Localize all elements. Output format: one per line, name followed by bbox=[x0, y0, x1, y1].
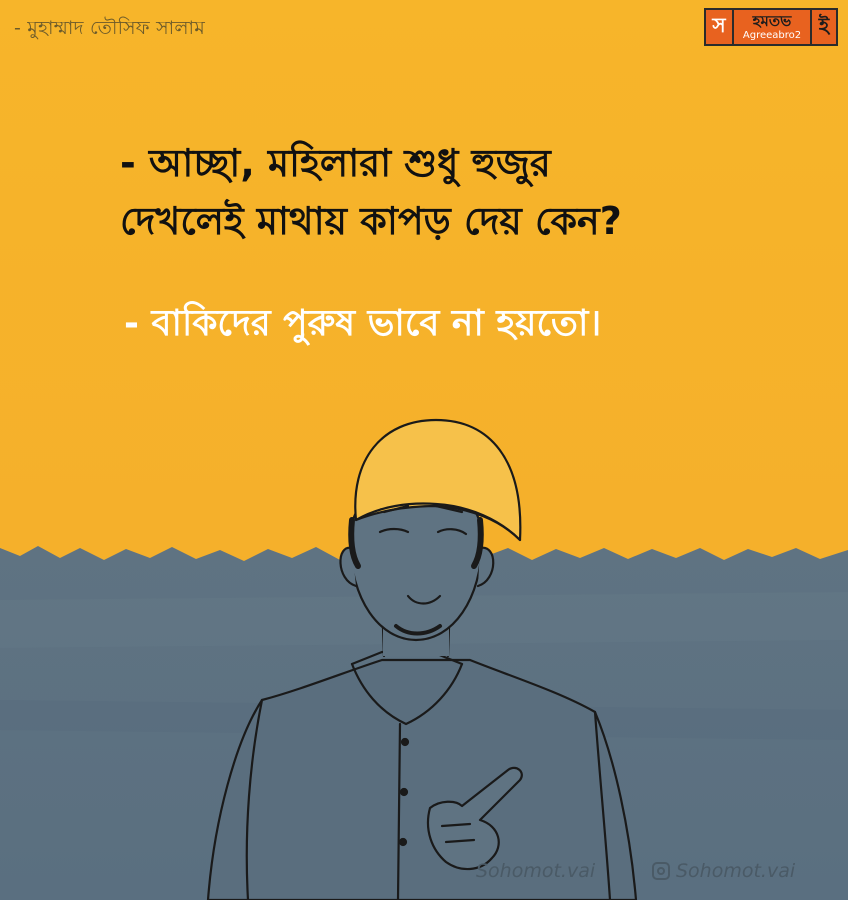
question-line-1: - আচ্ছা, মহিলারা শুধু হুজুর bbox=[120, 141, 551, 185]
logo-mark: স bbox=[704, 8, 734, 46]
author-credit: - মুহাম্মাদ তৌসিফ সালাম bbox=[14, 17, 205, 39]
instagram-icon bbox=[652, 862, 670, 880]
logo-end-mark: ই bbox=[810, 8, 838, 46]
watermark-text: Sohomot.vai bbox=[476, 860, 596, 882]
instagram-handle: Sohomot.vai bbox=[676, 860, 796, 882]
question-text bbox=[120, 134, 800, 250]
instagram-watermark bbox=[652, 860, 795, 882]
question-line-2: দেখলেই মাথায় কাপড় দেয় কেন? bbox=[120, 199, 622, 243]
logo-text-block bbox=[734, 8, 810, 46]
logo-subtitle: Agreeabro2 bbox=[742, 29, 802, 41]
brand-logo bbox=[704, 8, 838, 46]
answer-text: - বাকিদের পুরুষ ভাবে না হয়তো। bbox=[124, 303, 602, 344]
logo-title: হমতভ bbox=[752, 11, 792, 30]
